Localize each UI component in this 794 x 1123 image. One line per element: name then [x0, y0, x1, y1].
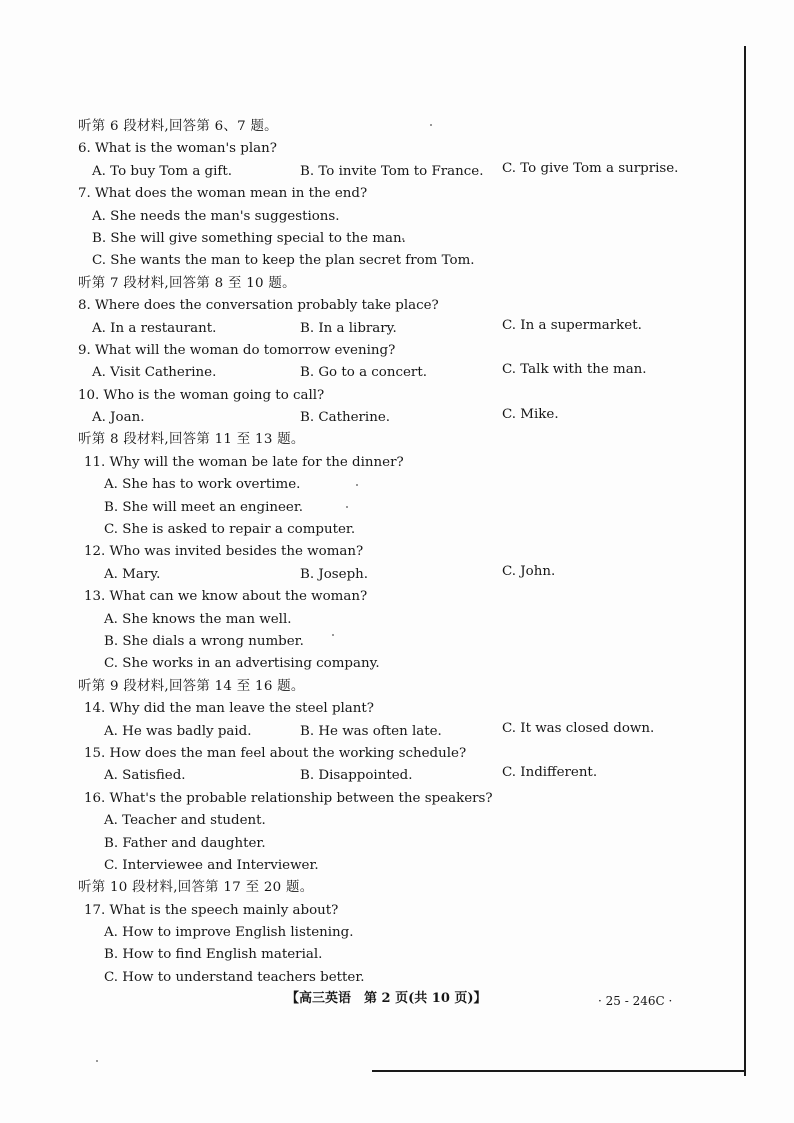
question-12: 12. Who was invited besides the woman?	[84, 544, 364, 560]
options-row-9	[78, 362, 718, 384]
option-a: A. Visit Catherine.	[92, 365, 217, 381]
options-row-15	[78, 765, 718, 787]
question-16: 16. What's the probable relationship between the speakers?	[84, 790, 493, 806]
scan-speck	[96, 1060, 98, 1062]
option-b: B. He was often late.	[300, 723, 442, 739]
scan-edge-right	[744, 46, 746, 1076]
exam-code: · 25 - 246C ·	[598, 994, 673, 1008]
option-c: C. How to understand teachers better.	[104, 969, 365, 985]
option-c: C. Mike.	[502, 407, 559, 423]
option-c: C. She is asked to repair a computer.	[104, 522, 356, 538]
option-a: A. She has to work overtime.	[104, 477, 301, 493]
scan-edge-bottom	[372, 1070, 746, 1072]
question-8: 8. Where does the conversation probably take place?	[78, 298, 439, 314]
option-b: B. Go to a concert.	[300, 365, 427, 381]
listening-questions	[78, 116, 718, 989]
option-a: A. He was badly paid.	[104, 723, 252, 739]
options-row-6	[78, 161, 718, 183]
option-b: B. To invite Tom to France.	[300, 163, 484, 179]
option-b: B. How to find English material.	[104, 947, 323, 963]
option-b: B. Joseph.	[300, 566, 369, 582]
option-c: C. She works in an advertising company.	[104, 656, 380, 672]
option-c: C. It was closed down.	[502, 720, 655, 736]
option-b: B. She will give something special to the man.	[92, 230, 406, 246]
section-heading: 听第 6 段材料,回答第 6、7 题。	[78, 119, 278, 134]
option-a: A. How to improve English listening.	[104, 925, 354, 941]
question-10: 10. Who is the woman going to call?	[78, 387, 325, 403]
option-a: A. Satisfied.	[104, 768, 186, 784]
option-a: A. She knows the man well.	[104, 611, 292, 627]
question-9: 9. What will the woman do tomorrow evening?	[78, 342, 396, 358]
question-6: 6. What is the woman's plan?	[78, 141, 277, 157]
option-a: A. She needs the man's suggestions.	[92, 208, 340, 224]
question-15: 15. How does the man feel about the working schedule?	[84, 745, 467, 761]
options-row-10	[78, 407, 718, 429]
option-a: A. In a restaurant.	[92, 320, 217, 336]
option-c: C. Talk with the man.	[502, 362, 647, 378]
options-row-14	[78, 721, 718, 743]
section-heading: 听第 10 段材料,回答第 17 至 20 题。	[78, 880, 314, 896]
question-17: 17. What is the speech mainly about?	[84, 902, 339, 918]
option-a: A. Mary.	[104, 566, 161, 582]
option-b: B. Catherine.	[300, 410, 391, 426]
option-a: A. Teacher and student.	[104, 813, 266, 829]
option-a: A. Joan.	[92, 410, 145, 426]
section-heading: 听第 9 段材料,回答第 14 至 16 题。	[78, 678, 305, 694]
option-c: C. She wants the man to keep the plan secret from Tom.	[92, 253, 475, 269]
options-row-8	[78, 318, 718, 340]
option-c: C. In a supermarket.	[502, 317, 642, 333]
question-14: 14. Why did the man leave the steel plant?	[84, 701, 374, 717]
option-a: A. To buy Tom a gift.	[92, 163, 233, 179]
option-c: C. Indifferent.	[502, 765, 598, 781]
option-b: B. She dials a wrong number.	[104, 633, 304, 649]
question-11: 11. Why will the woman be late for the dinner?	[84, 454, 404, 470]
option-c: C. Interviewee and Interviewer.	[104, 857, 319, 873]
section-heading: 听第 8 段材料,回答第 11 至 13 题。	[78, 432, 305, 448]
option-b: B. She will meet an engineer.	[104, 499, 304, 515]
page-footer-label: 【高三英语 第 2 页(共 10 页)】	[286, 991, 487, 1006]
option-b: B. In a library.	[300, 320, 397, 336]
options-row-12	[78, 564, 718, 586]
option-b: B. Father and daughter.	[104, 835, 266, 851]
option-b: B. Disappointed.	[300, 768, 413, 784]
option-c: C. John.	[502, 563, 556, 579]
question-13: 13. What can we know about the woman?	[84, 589, 368, 605]
question-7: 7. What does the woman mean in the end?	[78, 186, 368, 202]
option-c: C. To give Tom a surprise.	[502, 160, 679, 176]
section-heading: 听第 7 段材料,回答第 8 至 10 题。	[78, 275, 296, 291]
